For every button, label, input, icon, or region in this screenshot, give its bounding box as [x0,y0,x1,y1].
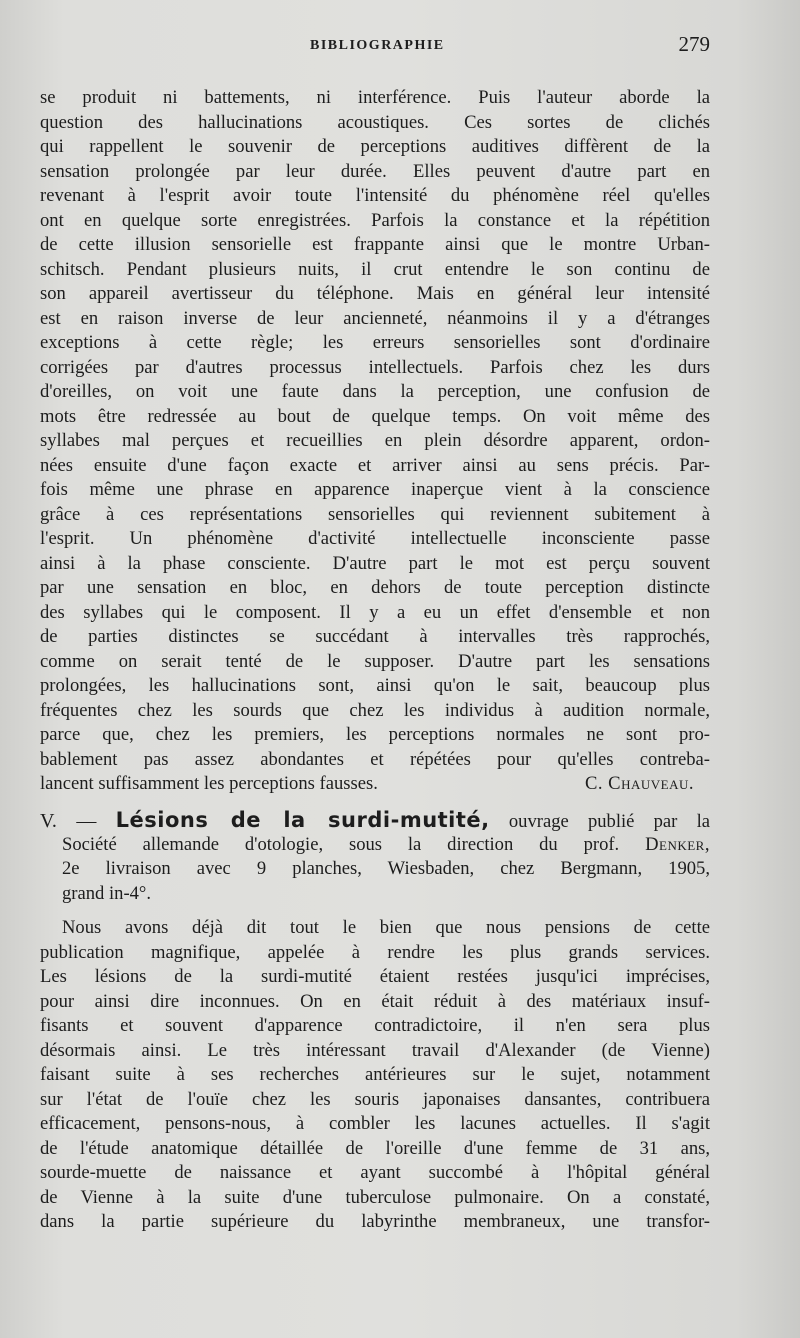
page-number: 279 [678,32,710,56]
text-line: désormais ainsi. Le très intéressant travail d'Alexander (de Vienne) [40,1039,710,1061]
text-line: l'esprit. Un phénomène d'activité intellectuelle inconsciente passe [40,528,710,549]
text-line: de l'étude anatomique détaillée de l'oreille d'une femme de 31 ans, [40,1137,710,1159]
text-line: ainsi à la phase consciente. D'autre part le mot est perçu souvent [40,552,710,574]
text-line: nées ensuite d'une façon exacte et arriver ainsi au sens précis. Par- [40,454,710,476]
text-line: Nous avons déjà dit tout le bien que nous pensions de cette [62,917,710,938]
text-line: sensation prolongée par leur durée. Elles peuvent d'autre part en [40,160,710,182]
text-line: corrigées par d'autres processus intellectuels. Parfois chez les durs [40,356,710,378]
text-line: par une sensation en bloc, en dehors de toute perception distincte [40,577,710,598]
paragraph-chauveau-review [40,86,710,797]
text-line: mots être redressée au bout de quelque temps. On voit même des [40,405,710,427]
text-line: pour ainsi dire inconnues. On en était réduit à des matériaux insuf- [40,990,710,1012]
section-title: Lésions de la surdi-mutité, [115,808,490,832]
text-line: efficacement, pensons-nous, à combler les lacunes actuelles. Il s'agit [40,1113,710,1134]
section-v-heading [40,808,710,906]
text-line: publication magnifique, appelée à rendre les plus grands services. [40,941,710,963]
text-line: fisants et souvent d'apparence contradictoire, il n'en sera plus [40,1015,710,1036]
text-line: bablement pas assez abondantes et répétées pour qu'elles contreba- [40,748,710,770]
text-line: schitsch. Pendant plusieurs nuits, il crut entendre le son continu de [40,258,710,280]
text-line: question des hallucinations acoustiques. Ces sortes de clichés [40,111,710,133]
publisher-text: Société allemande d'otologie, sous la direction du prof. [62,833,620,855]
text-line: de cette illusion sensorielle est frappante ainsi que le montre Urban- [40,234,710,255]
running-title: BIBLIOGRAPHIE [310,38,445,53]
text-line: exceptions à cette règle; les erreurs sensorielles sont d'ordinaire [40,332,710,353]
text-line: se produit ni battements, ni interférence. Puis l'auteur aborde la [40,87,710,108]
text-line: de Vienne à la suite d'une tuberculose pulmonaire. On a constaté, [40,1186,710,1208]
text-line: syllabes mal perçues et recueillies en plein désordre apparent, ordon- [40,430,710,451]
text-line: d'oreilles, on voit une faute dans la perception, une confusion de [40,381,710,402]
text-line: grâce à ces représentations sensorielles qui reviennent subitement à [40,503,710,525]
paragraph-surdi-mutite-review [40,916,710,1235]
text-line: sourde-muette de naissance et ayant succombé à l'hôpital général [40,1162,710,1183]
text-line: de parties distinctes se succédant à intervalles très rapprochés, [40,626,710,647]
text-line: son appareil avertisseur du téléphone. Mais en général leur intensité [40,283,710,304]
text-line: fois même une phrase en apparence inaperçue vient à la conscience [40,479,710,500]
text-line: dans la partie supérieure du labyrinthe membraneux, une transfor- [40,1211,710,1232]
section-subtitle: ouvrage publié par la [508,811,710,832]
text-line: Les lésions de la surdi-mutité étaient restées jusqu'ici imprécises, [40,966,710,987]
editor-name: Denker, [645,833,710,855]
review-signature: C. Chauveau. [584,773,694,794]
text-line: comme on serait tenté de le supposer. D'autre part les sensations [40,650,710,672]
text-line: des syllabes qui le composent. Il y a eu un effet d'ensemble et non [40,601,710,623]
text-line: parce que, chez les premiers, les perceptions normales ne sont pro- [40,724,710,745]
section-heading-line [40,833,710,858]
section-heading-line: 2e livraison avec 9 planches, Wiesbaden, chez Bergmann, 1905, [62,858,710,879]
text-line: ont en quelque sorte enregistrées. Parfois la constance et la répétition [40,209,710,231]
text-line: sur l'état de l'ouïe chez les souris japonaises dansantes, contribuera [40,1088,710,1110]
text-line: prolongées, les hallucinations sont, ainsi qu'on le sait, beaucoup plus [40,675,710,696]
text-line: fréquentes chez les sourds que chez les individus à audition normale, [40,699,710,721]
text-line: qui rappellent le souvenir de perceptions auditives diffèrent de la [40,136,710,157]
text-line: faisant suite à ses recherches antérieures sur le sujet, notamment [40,1064,710,1085]
closing-line [40,772,710,797]
text-line: lancent suffisamment les perceptions fausses. [40,773,378,794]
page-header [40,34,710,64]
section-heading-line [40,808,710,833]
section-heading-line: grand in-4°. [62,882,152,904]
text-line: est en raison inverse de leur ancienneté, néanmoins il y a d'étranges [40,307,710,329]
text-line: revenant à l'esprit avoir toute l'intensité du phénomène réel qu'elles [40,185,710,206]
section-number: V. — [40,810,97,832]
